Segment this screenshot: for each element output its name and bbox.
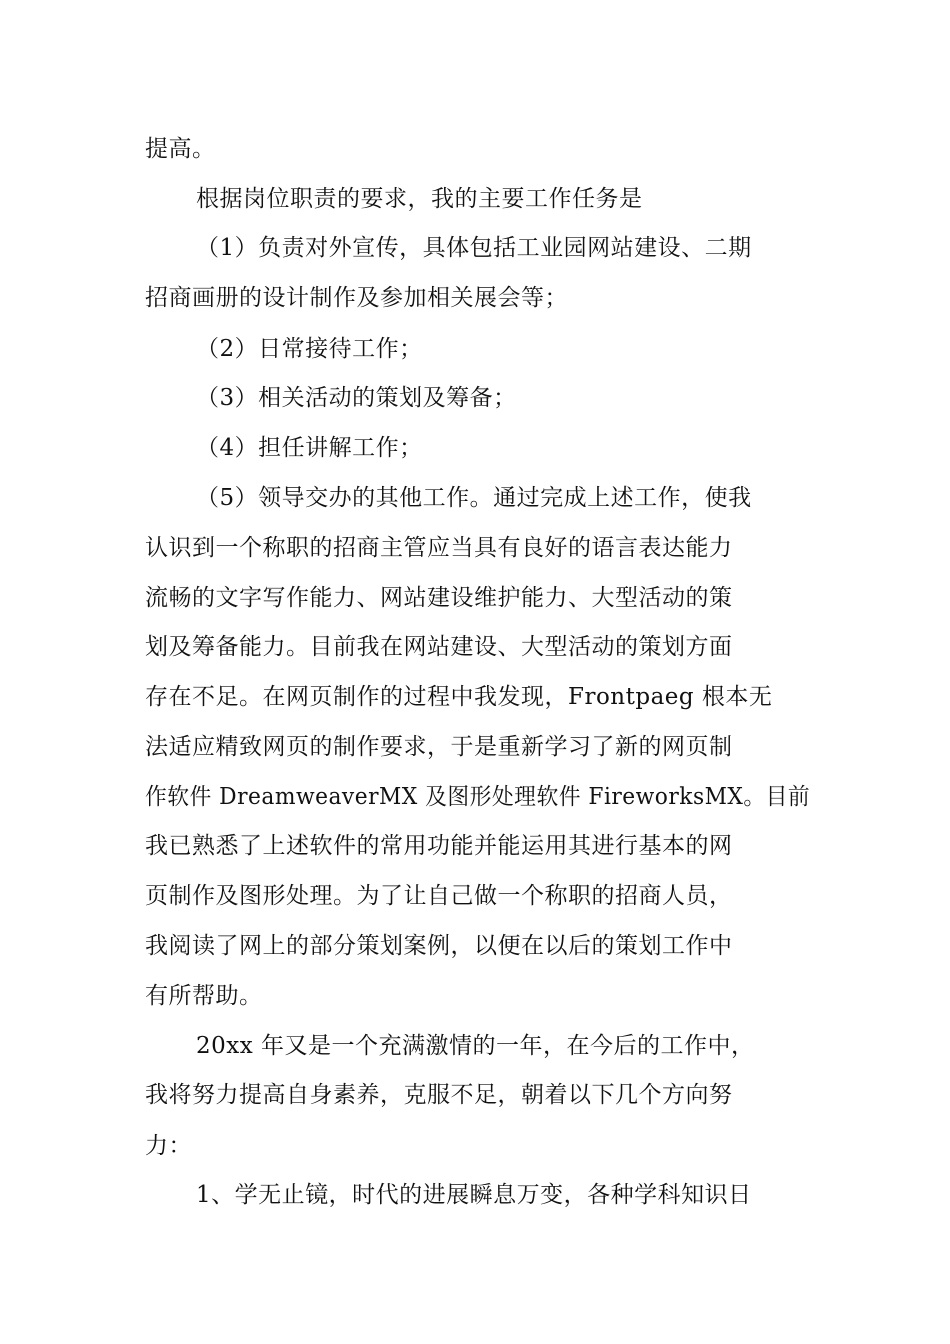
- text-line: （1）负责对外宣传，具体包括工业园网站建设、二期: [196, 235, 752, 261]
- text-line: 20xx 年又是一个充满激情的一年，在今后的工作中，: [196, 1033, 755, 1059]
- text-line: 页制作及图形处理。为了让自己做一个称职的招商人员，: [145, 883, 733, 909]
- text-line: 我阅读了网上的部分策划案例，以便在以后的策划工作中: [145, 933, 733, 959]
- text-line: 划及筹备能力。目前我在网站建设、大型活动的策划方面: [145, 634, 733, 660]
- text-line: 流畅的文字写作能力、网站建设维护能力、大型活动的策: [145, 585, 733, 611]
- text-line: 法适应精致网页的制作要求，于是重新学习了新的网页制: [145, 734, 733, 760]
- text-line: 招商画册的设计制作及参加相关展会等；: [145, 285, 568, 311]
- text-line: 认识到一个称职的招商主管应当具有良好的语言表达能力: [145, 535, 733, 561]
- text-line: 力：: [145, 1133, 192, 1159]
- text-line: （5）领导交办的其他工作。通过完成上述工作，使我: [196, 485, 752, 511]
- text-line: 提高。: [145, 136, 216, 162]
- text-line: 我已熟悉了上述软件的常用功能并能运用其进行基本的网: [145, 833, 733, 859]
- text-line: 作软件 DreamweaverMX 及图形处理软件 FireworksMX。目前: [145, 784, 811, 810]
- text-line: （3）相关活动的策划及筹备；: [196, 385, 517, 411]
- text-line: （4）担任讲解工作；: [196, 435, 423, 461]
- text-line: 存在不足。在网页制作的过程中我发现，Frontpaeg 根本无: [145, 684, 773, 710]
- text-line: 我将努力提高自身素养，克服不足，朝着以下几个方向努: [145, 1082, 733, 1108]
- text-line: 根据岗位职责的要求，我的主要工作任务是: [196, 186, 643, 212]
- text-line: 1、学无止镜，时代的进展瞬息万变，各种学科知识日: [196, 1182, 752, 1208]
- text-line: （2）日常接待工作；: [196, 336, 423, 362]
- text-line: 有所帮助。: [145, 983, 263, 1009]
